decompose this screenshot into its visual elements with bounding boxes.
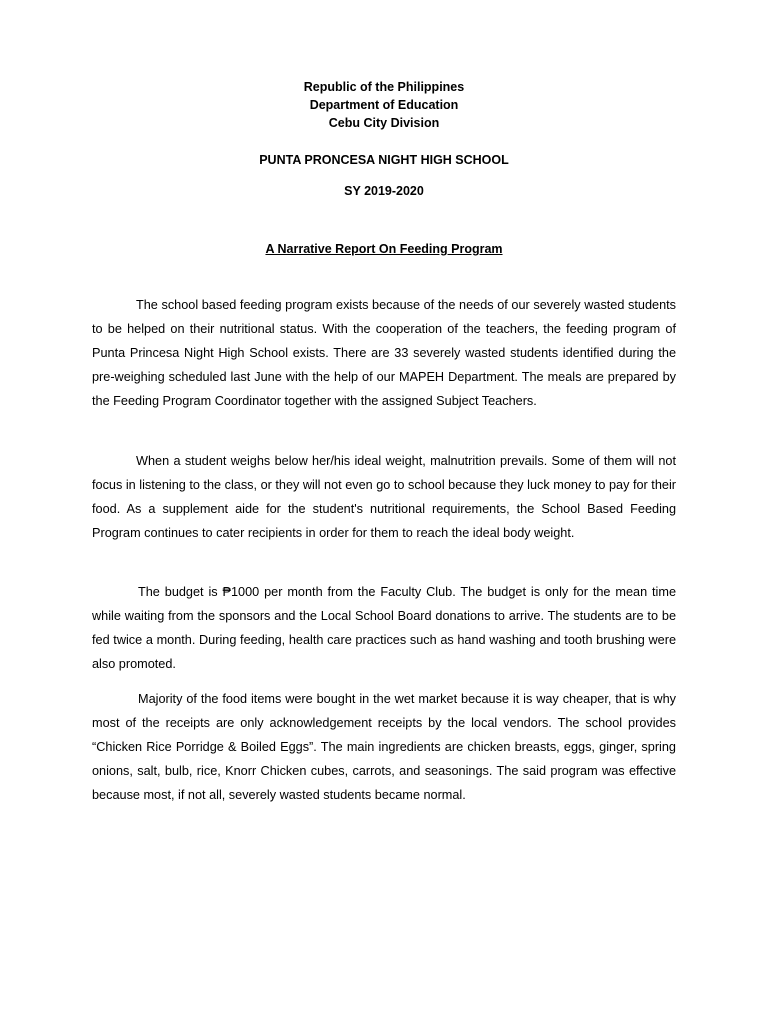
header-division: Cebu City Division [328, 116, 440, 130]
paragraph-2: When a student weighs below her/his ideal weight, malnutrition prevails. Some of them will not focus in listening to the class, or they will not even go to school because they luck money to pay for their food. As a supplement aide for the student's nutritional requirements, the School Based Feeding Program continues to cater recipients in order for them to reach the ideal body weight. [92, 454, 676, 540]
paragraph-1: The school based feeding program exists because of the needs of our severely wasted students to be helped on their nutritional status. With the cooperation of the teachers, the feeding program of Punta Princesa Night High School exists. There are 33 severely wasted students identified during the pre-weighing scheduled last June with the help of our MAPEH Department. The meals are prepared by the Feeding Program Coordinator together with the assigned Subject Teachers. [92, 298, 676, 408]
paragraph-3: The budget is ₱1000 per month from the Faculty Club. The budget is only for the mean time while waiting from the sponsors and the Local School Board donations to arrive. The students are to be fed twice a month. During feeding, health care practices such as hand washing and tooth brushing were also promoted. [92, 585, 676, 671]
header-school-year: SY 2019-2020 [344, 184, 424, 198]
report-title: A Narrative Report On Feeding Program [265, 242, 503, 256]
header-republic: Republic of the Philippines [303, 80, 465, 94]
paragraph-4: Majority of the food items were bought in the wet market because it is way cheaper, that is why most of the receipts are only acknowledgement receipts by the local vendors. The school provides “Chicken Rice Porridge & Boiled Eggs”. The main ingredients are chicken breasts, eggs, ginger, spring onions, salt, bulb, rice, Knorr Chicken cubes, carrots, and seasonings. The said program was effective because most, if not all, severely wasted students became normal. [92, 692, 676, 802]
header-school-name: PUNTA PRONCESA NIGHT HIGH SCHOOL [259, 153, 509, 167]
header-department: Department of Education [309, 98, 459, 112]
